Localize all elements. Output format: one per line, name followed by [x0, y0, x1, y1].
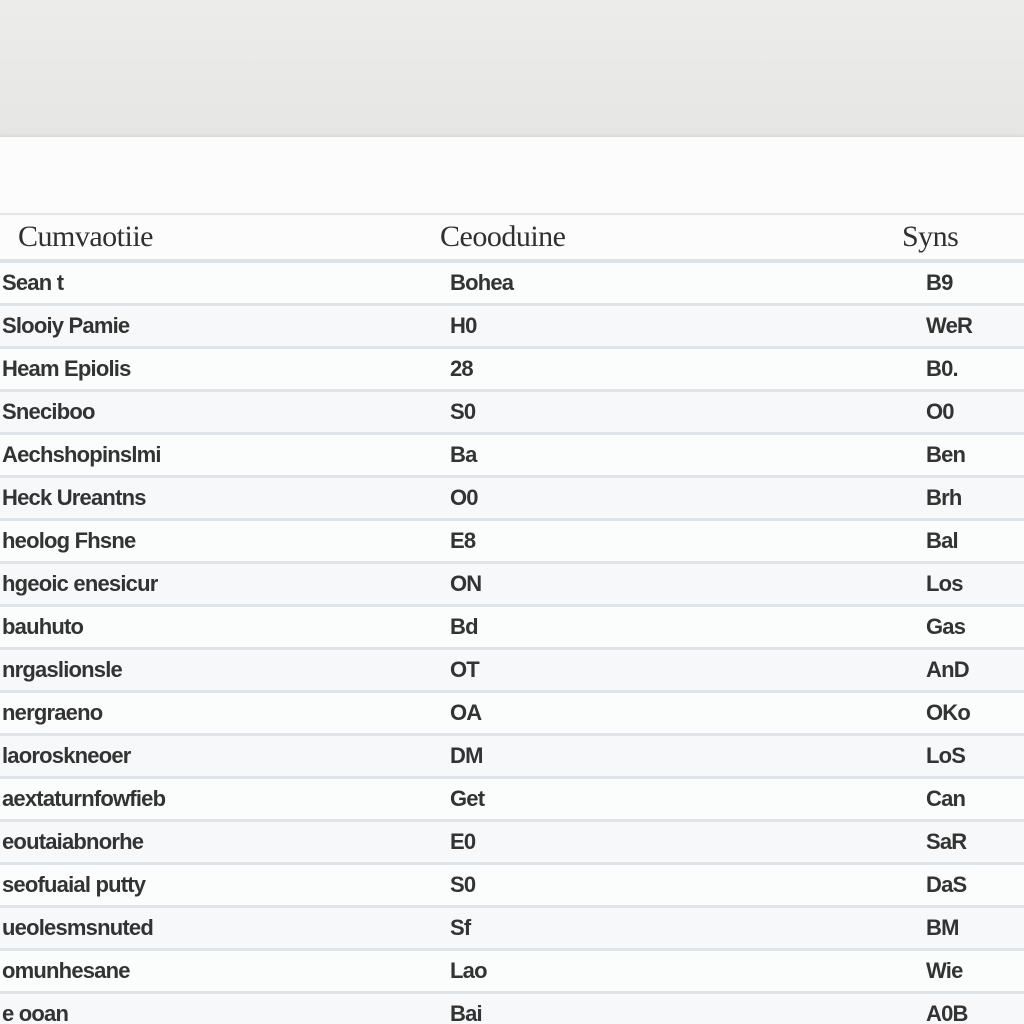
row-name-cell: eoutaiabnorhe — [0, 821, 438, 864]
background-wall — [0, 0, 1024, 138]
table-row[interactable] — [0, 993, 1024, 1024]
row-name-cell: e ooan — [0, 993, 438, 1024]
table-row[interactable] — [0, 261, 1024, 305]
row-status-cell: Los — [840, 563, 1024, 606]
table-sheet — [0, 136, 1024, 1024]
row-name-cell: Heam Epiolis — [0, 348, 438, 391]
row-value-cell: Get — [438, 778, 840, 821]
row-name-cell: Aechshopinslmi — [0, 434, 438, 477]
row-value-cell: Lao — [438, 950, 840, 993]
table-row[interactable] — [0, 434, 1024, 477]
column-header-name[interactable]: Cumvaotiie — [0, 215, 438, 261]
row-name-cell: seofuaial putty — [0, 864, 438, 907]
row-status-cell: B0. — [840, 348, 1024, 391]
table-row[interactable] — [0, 821, 1024, 864]
row-value-cell: H0 — [438, 305, 840, 348]
row-name-cell: nrgaslionsle — [0, 649, 438, 692]
row-name-cell: heolog Fhsne — [0, 520, 438, 563]
row-status-cell: Ben — [840, 434, 1024, 477]
row-status-cell: AnD — [840, 649, 1024, 692]
row-value-cell: E0 — [438, 821, 840, 864]
row-status-cell: Gas — [840, 606, 1024, 649]
row-value-cell: Bohea — [438, 261, 840, 305]
row-name-cell: Sneciboo — [0, 391, 438, 434]
row-value-cell: Bai — [438, 993, 840, 1024]
table-row[interactable] — [0, 778, 1024, 821]
column-header-value[interactable]: Ceooduine — [438, 215, 840, 261]
row-name-cell: laoroskneoer — [0, 735, 438, 778]
table-row[interactable] — [0, 477, 1024, 520]
row-value-cell: 28 — [438, 348, 840, 391]
table-row[interactable] — [0, 391, 1024, 434]
table-row[interactable] — [0, 907, 1024, 950]
row-status-cell: Bal — [840, 520, 1024, 563]
table-row[interactable] — [0, 348, 1024, 391]
row-name-cell: ueolesmsnuted — [0, 907, 438, 950]
table-row[interactable] — [0, 950, 1024, 993]
row-value-cell: O0 — [438, 477, 840, 520]
header-row — [0, 215, 1024, 261]
sheet-header-band — [0, 137, 1024, 215]
row-status-cell: A0B — [840, 993, 1024, 1024]
table-row[interactable] — [0, 735, 1024, 778]
row-status-cell: Wie — [840, 950, 1024, 993]
row-value-cell: ON — [438, 563, 840, 606]
row-status-cell: SaR — [840, 821, 1024, 864]
row-name-cell: hgeoic enesicur — [0, 563, 438, 606]
row-name-cell: Heck Ureantns — [0, 477, 438, 520]
row-value-cell: E8 — [438, 520, 840, 563]
table-row[interactable] — [0, 649, 1024, 692]
row-name-cell: omunhesane — [0, 950, 438, 993]
row-value-cell: OT — [438, 649, 840, 692]
table-row[interactable] — [0, 864, 1024, 907]
row-status-cell: B9 — [840, 261, 1024, 305]
row-status-cell: OKo — [840, 692, 1024, 735]
row-value-cell: OA — [438, 692, 840, 735]
row-name-cell: Slooiy Pamie — [0, 305, 438, 348]
row-value-cell: Ba — [438, 434, 840, 477]
row-value-cell: DM — [438, 735, 840, 778]
row-name-cell: bauhuto — [0, 606, 438, 649]
table-row[interactable] — [0, 520, 1024, 563]
table-row[interactable] — [0, 563, 1024, 606]
table-row[interactable] — [0, 305, 1024, 348]
column-header-status[interactable]: Syns — [840, 215, 1024, 261]
row-name-cell: aextaturnfowfieb — [0, 778, 438, 821]
row-status-cell: LoS — [840, 735, 1024, 778]
row-value-cell: S0 — [438, 391, 840, 434]
row-value-cell: Sf — [438, 907, 840, 950]
row-name-cell: nergraeno — [0, 692, 438, 735]
row-status-cell: DaS — [840, 864, 1024, 907]
table-row[interactable] — [0, 606, 1024, 649]
row-status-cell: BM — [840, 907, 1024, 950]
row-status-cell: Can — [840, 778, 1024, 821]
table-row[interactable] — [0, 692, 1024, 735]
row-value-cell: S0 — [438, 864, 840, 907]
row-status-cell: Brh — [840, 477, 1024, 520]
data-table — [0, 215, 1024, 1024]
row-name-cell: Sean t — [0, 261, 438, 305]
row-value-cell: Bd — [438, 606, 840, 649]
row-status-cell: WeR — [840, 305, 1024, 348]
row-status-cell: O0 — [840, 391, 1024, 434]
